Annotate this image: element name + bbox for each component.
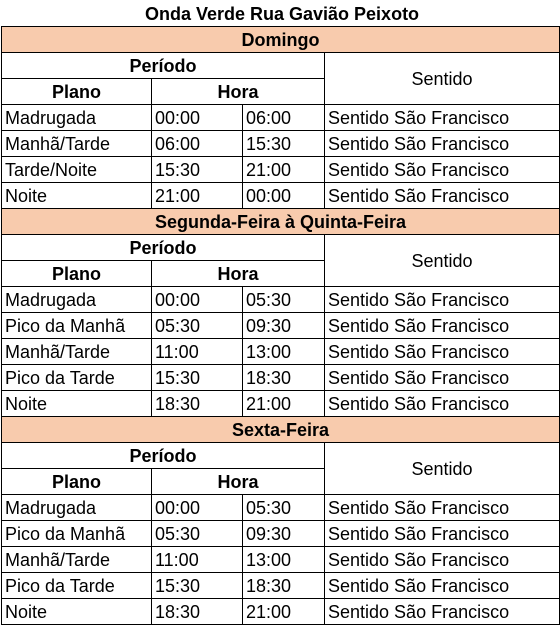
cell-hora-fim: 13:00 bbox=[243, 339, 325, 365]
cell-sentido: Sentido São Francisco bbox=[325, 131, 560, 157]
table-row bbox=[2, 599, 560, 625]
cell-hora-fim: 06:00 bbox=[243, 105, 325, 131]
hora-header: Hora bbox=[152, 79, 325, 105]
cell-hora-inicio: 15:30 bbox=[152, 365, 243, 391]
table-row bbox=[2, 547, 560, 573]
cell-plano: Manhã/Tarde bbox=[2, 131, 152, 157]
cell-plano: Tarde/Noite bbox=[2, 157, 152, 183]
section-day-title: Segunda-Feira à Quinta-Feira bbox=[2, 209, 560, 235]
cell-hora-inicio: 06:00 bbox=[152, 131, 243, 157]
cell-hora-inicio: 15:30 bbox=[152, 573, 243, 599]
table-row bbox=[2, 391, 560, 417]
periodo-header: Período bbox=[2, 53, 325, 79]
table-row bbox=[2, 313, 560, 339]
cell-plano: Pico da Tarde bbox=[2, 573, 152, 599]
table-row bbox=[2, 573, 560, 599]
cell-sentido: Sentido São Francisco bbox=[325, 599, 560, 625]
cell-hora-fim: 09:30 bbox=[243, 313, 325, 339]
cell-plano: Noite bbox=[2, 183, 152, 209]
cell-plano: Manhã/Tarde bbox=[2, 339, 152, 365]
cell-hora-inicio: 00:00 bbox=[152, 105, 243, 131]
column-header-row bbox=[2, 53, 560, 79]
hora-header: Hora bbox=[152, 261, 325, 287]
plano-header: Plano bbox=[2, 79, 152, 105]
table-row bbox=[2, 521, 560, 547]
sentido-header: Sentido bbox=[325, 443, 560, 495]
cell-sentido: Sentido São Francisco bbox=[325, 157, 560, 183]
section-header-row bbox=[2, 27, 560, 53]
cell-sentido: Sentido São Francisco bbox=[325, 547, 560, 573]
cell-hora-inicio: 11:00 bbox=[152, 339, 243, 365]
cell-plano: Madrugada bbox=[2, 287, 152, 313]
cell-sentido: Sentido São Francisco bbox=[325, 183, 560, 209]
cell-hora-inicio: 21:00 bbox=[152, 183, 243, 209]
cell-sentido: Sentido São Francisco bbox=[325, 573, 560, 599]
column-header-row bbox=[2, 235, 560, 261]
plano-header: Plano bbox=[2, 469, 152, 495]
table-row bbox=[2, 105, 560, 131]
table-row bbox=[2, 131, 560, 157]
cell-hora-fim: 05:30 bbox=[243, 287, 325, 313]
cell-plano: Manhã/Tarde bbox=[2, 547, 152, 573]
cell-plano: Madrugada bbox=[2, 495, 152, 521]
table-row bbox=[2, 495, 560, 521]
cell-hora-inicio: 18:30 bbox=[152, 391, 243, 417]
cell-plano: Pico da Tarde bbox=[2, 365, 152, 391]
cell-plano: Noite bbox=[2, 599, 152, 625]
schedule-body bbox=[2, 1, 560, 625]
cell-hora-fim: 05:30 bbox=[243, 495, 325, 521]
cell-hora-inicio: 11:00 bbox=[152, 547, 243, 573]
table-row bbox=[2, 339, 560, 365]
schedule-sheet bbox=[1, 1, 559, 625]
hora-header: Hora bbox=[152, 469, 325, 495]
section-header-row bbox=[2, 417, 560, 443]
cell-sentido: Sentido São Francisco bbox=[325, 339, 560, 365]
cell-hora-fim: 15:30 bbox=[243, 131, 325, 157]
cell-plano: Pico da Manhã bbox=[2, 313, 152, 339]
cell-hora-fim: 21:00 bbox=[243, 157, 325, 183]
cell-hora-fim: 21:00 bbox=[243, 599, 325, 625]
column-header-row bbox=[2, 443, 560, 469]
cell-hora-fim: 18:30 bbox=[243, 365, 325, 391]
table-row bbox=[2, 183, 560, 209]
sentido-header: Sentido bbox=[325, 53, 560, 105]
cell-plano: Pico da Manhã bbox=[2, 521, 152, 547]
section-header-row bbox=[2, 209, 560, 235]
table-title: Onda Verde Rua Gavião Peixoto bbox=[144, 3, 420, 24]
section-day-title: Sexta-Feira bbox=[2, 417, 560, 443]
cell-hora-fim: 00:00 bbox=[243, 183, 325, 209]
cell-hora-fim: 13:00 bbox=[243, 547, 325, 573]
table-row bbox=[2, 365, 560, 391]
cell-sentido: Sentido São Francisco bbox=[325, 287, 560, 313]
cell-hora-inicio: 18:30 bbox=[152, 599, 243, 625]
sentido-header: Sentido bbox=[325, 235, 560, 287]
title-row bbox=[2, 1, 560, 27]
table-row bbox=[2, 287, 560, 313]
cell-hora-fim: 21:00 bbox=[243, 391, 325, 417]
cell-sentido: Sentido São Francisco bbox=[325, 495, 560, 521]
cell-hora-fim: 18:30 bbox=[243, 573, 325, 599]
cell-plano: Madrugada bbox=[2, 105, 152, 131]
cell-hora-inicio: 05:30 bbox=[152, 313, 243, 339]
cell-sentido: Sentido São Francisco bbox=[325, 313, 560, 339]
cell-hora-inicio: 15:30 bbox=[152, 157, 243, 183]
periodo-header: Período bbox=[2, 235, 325, 261]
schedule-table bbox=[1, 1, 560, 625]
periodo-header: Período bbox=[2, 443, 325, 469]
cell-sentido: Sentido São Francisco bbox=[325, 521, 560, 547]
table-row bbox=[2, 157, 560, 183]
section-day-title: Domingo bbox=[2, 27, 560, 53]
cell-hora-inicio: 00:00 bbox=[152, 287, 243, 313]
cell-sentido: Sentido São Francisco bbox=[325, 365, 560, 391]
plano-header: Plano bbox=[2, 261, 152, 287]
cell-hora-inicio: 05:30 bbox=[152, 521, 243, 547]
cell-hora-fim: 09:30 bbox=[243, 521, 325, 547]
cell-sentido: Sentido São Francisco bbox=[325, 105, 560, 131]
cell-plano: Noite bbox=[2, 391, 152, 417]
cell-hora-inicio: 00:00 bbox=[152, 495, 243, 521]
cell-sentido: Sentido São Francisco bbox=[325, 391, 560, 417]
